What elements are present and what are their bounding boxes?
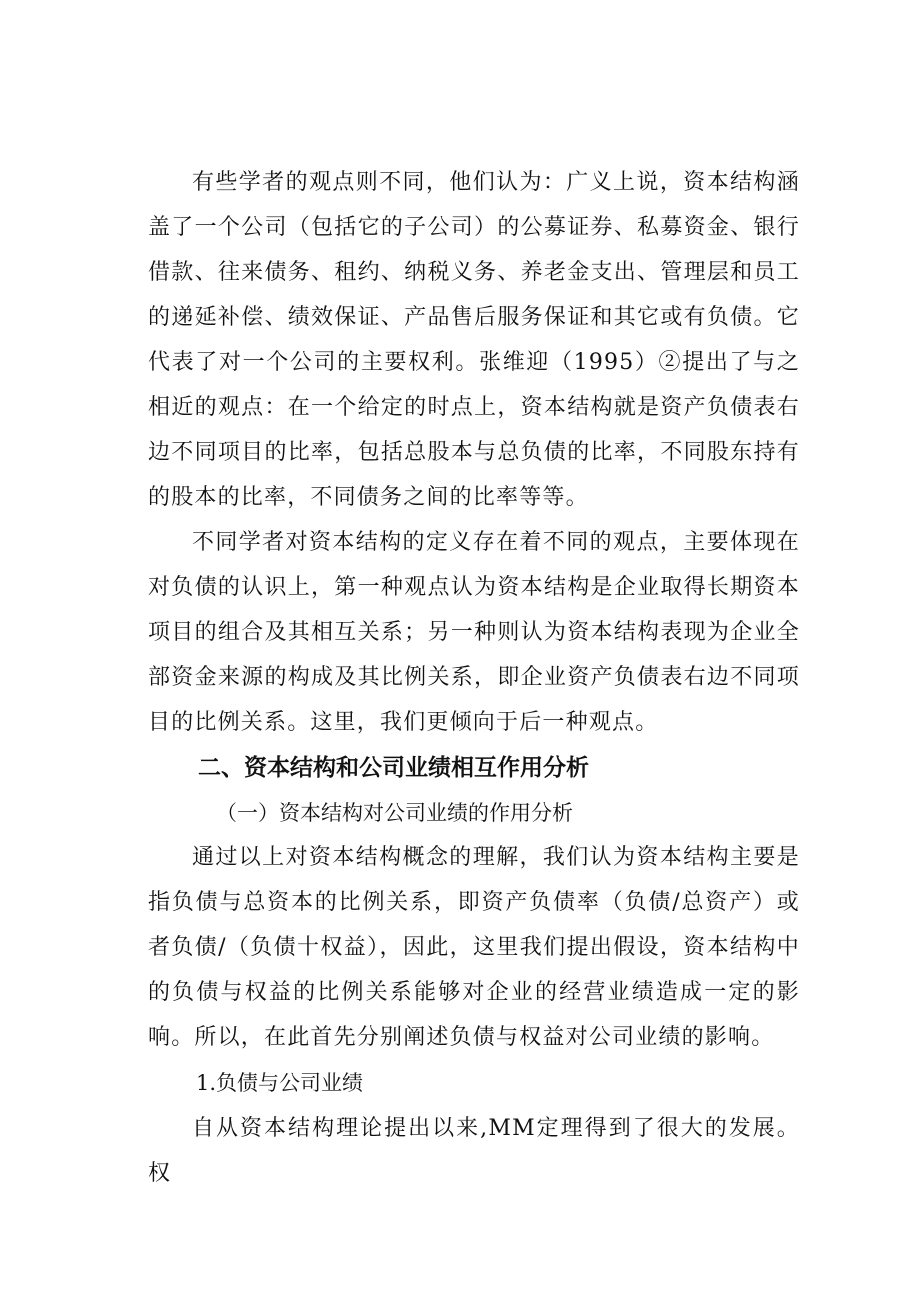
section-heading: 二、资本结构和公司业绩相互作用分析 [198, 755, 589, 781]
paragraph-different-views: 不同学者对资本结构的定义存在着不同的观点，主要体现在对负债的认识上，第一种观点认为资本结构是企业取得长期资本项目的组合及其相互关系；另一种则认为资本结构表现为企业全部资金来源的构成及其比例关系，即企业资产负债表右边不同项目的比例关系。这里，我们更倾向于后一种观点。 [148, 530, 800, 735]
paragraph-mm-theorem: 自从资本结构理论提出以来,MM定理得到了很大的发展。权 [148, 1116, 800, 1186]
paragraph-hypothesis: 通过以上对资本结构概念的理解，我们认为资本结构主要是指负债与总资本的比例关系，即资产负债率（负债/总资产）或者负债/（负债十权益），因此，这里我们提出假设，资本结构中的负债与权益的比例关系能够对企业的经营业绩造成一定的影响。所以，在此首先分别阐述负债与权益对公司业绩的影响。 [148, 845, 800, 1050]
item-heading: 1.负债与公司业绩 [196, 1071, 364, 1095]
paragraph-broad-definition: 有些学者的观点则不同，他们认为：广义上说，资本结构涵盖了一个公司（包括它的子公司）的公募证券、私募资金、银行借款、往来债务、租约、纳税义务、养老金支出、管理层和员工的递延补偿、绩效保证、产品售后服务保证和其它或有负债。它代表了对一个公司的主要权利。张维迎（1995）②提出了与之相近的观点：在一个给定的时点上，资本结构就是资产负债表右边不同项目的比率，包括总股本与总负债的比率，不同股东持有的股本的比率，不同债务之间的比率等等。 [148, 170, 800, 510]
subsection-heading: （一）资本结构对公司业绩的作用分析 [216, 801, 573, 825]
document-page [148, 160, 800, 1196]
